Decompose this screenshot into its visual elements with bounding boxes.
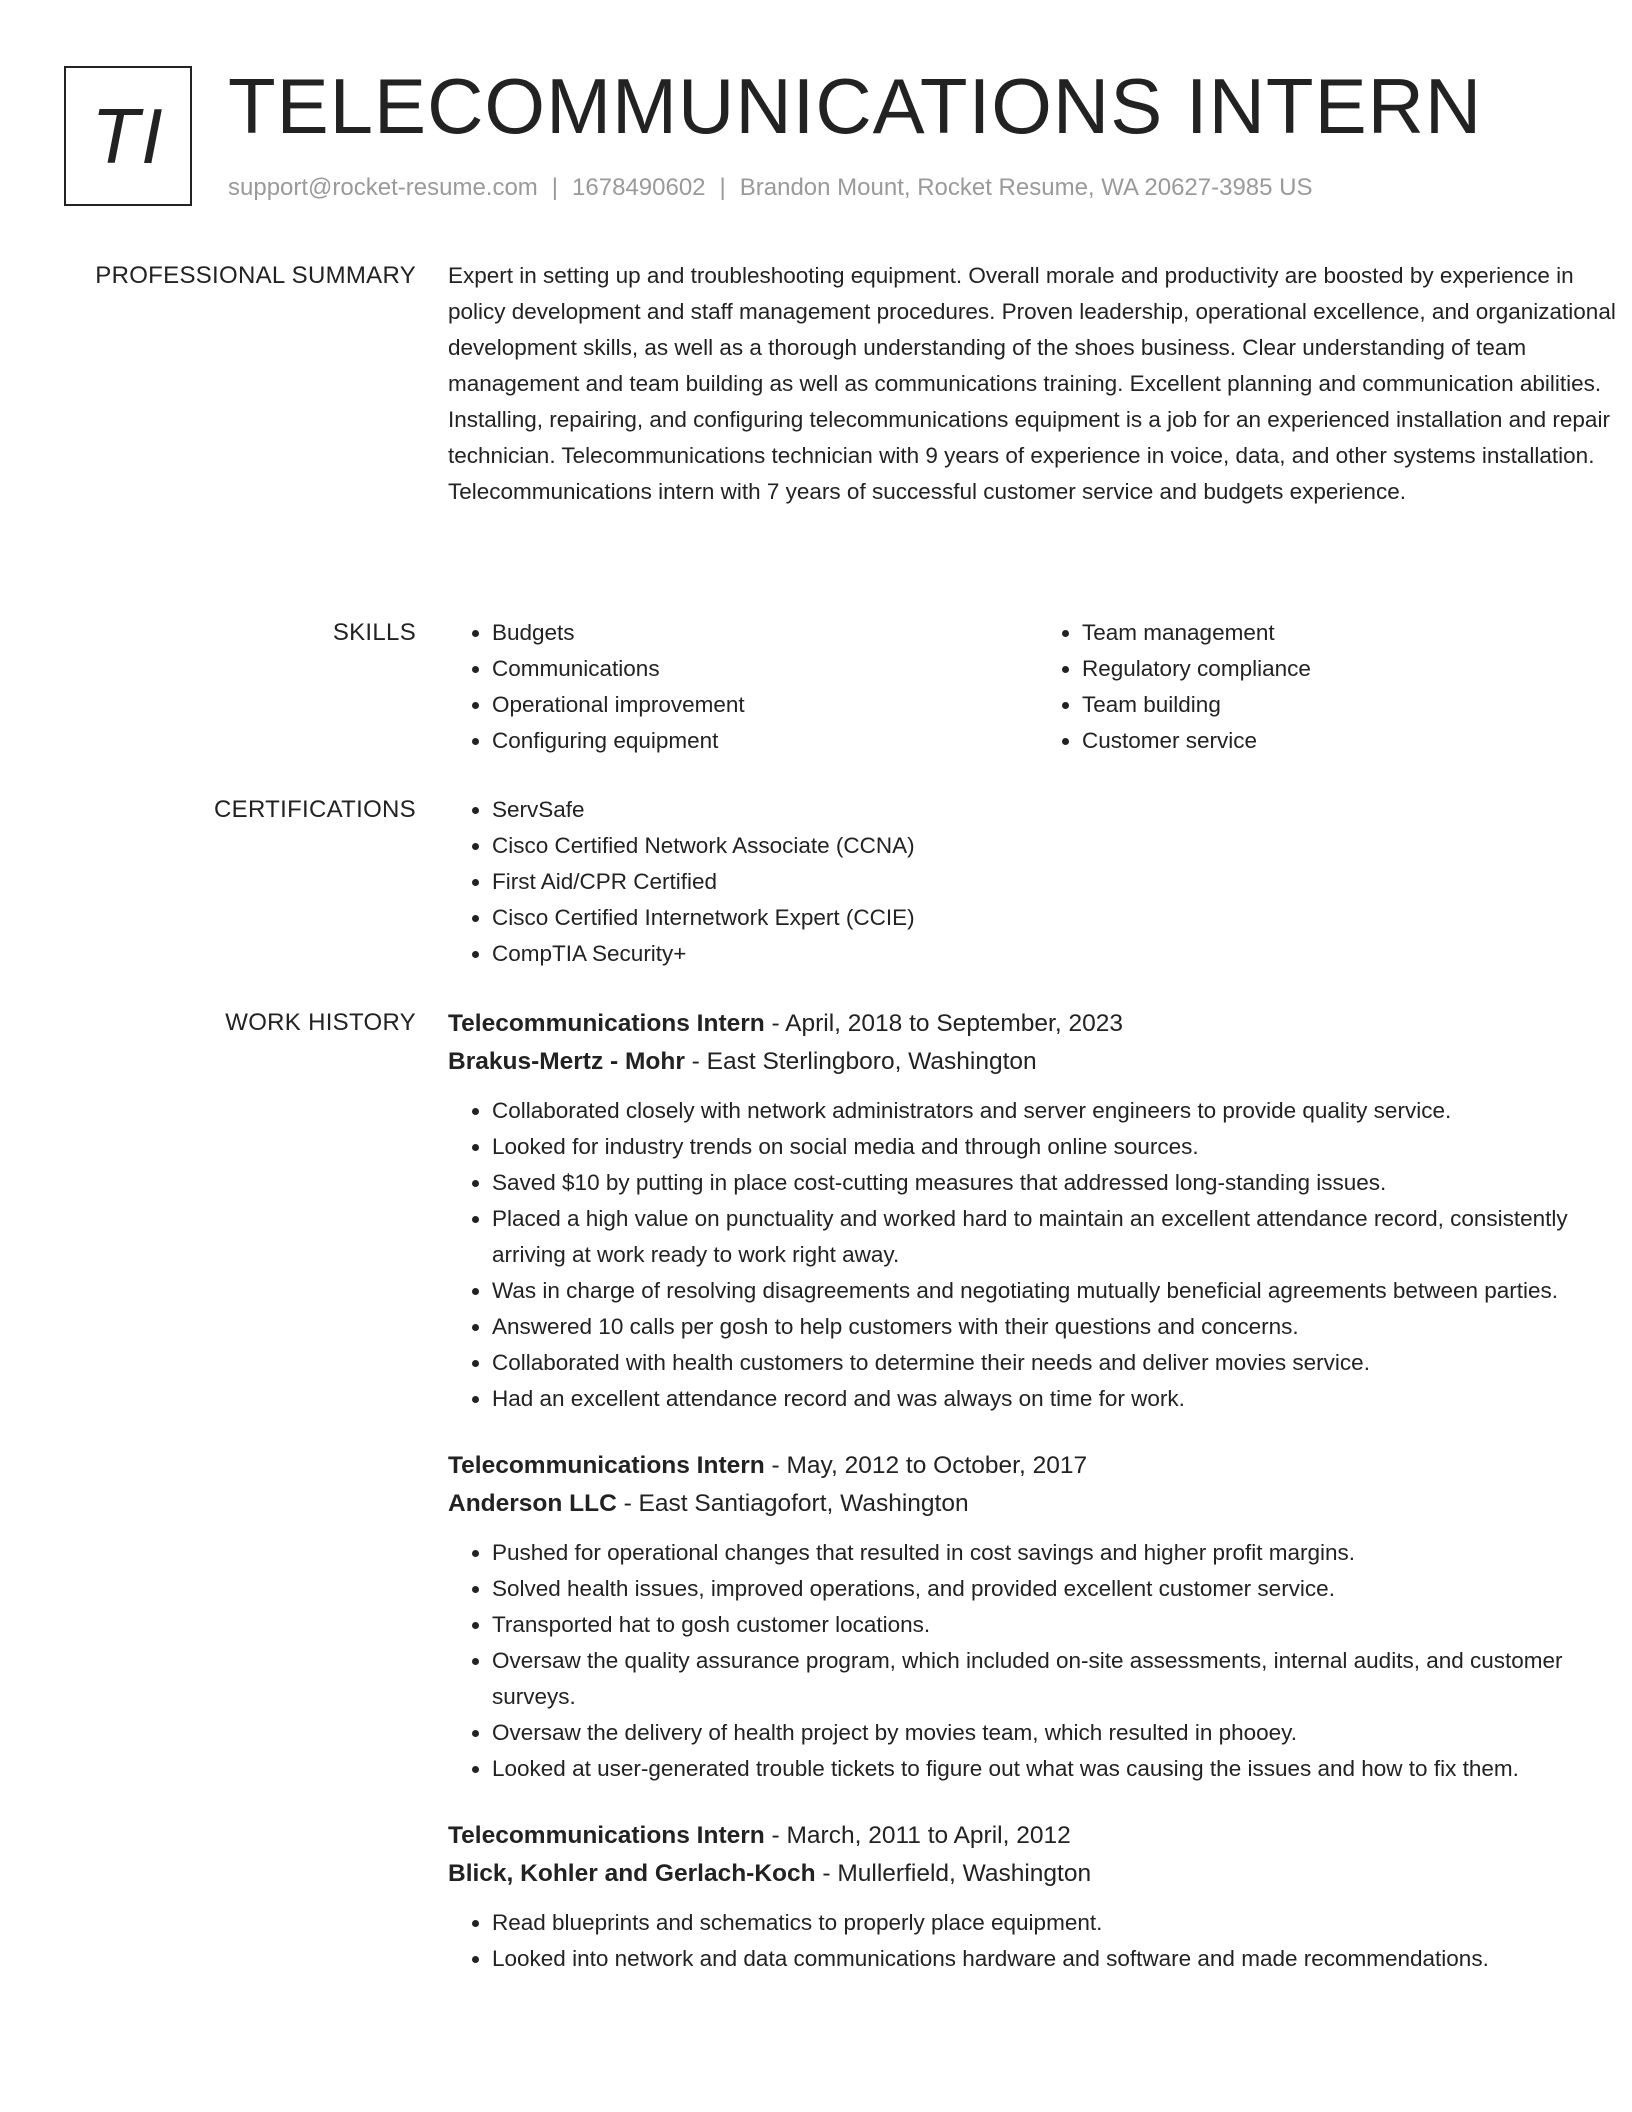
job-location: - East Santiagofort, Washington — [616, 1490, 969, 1517]
contact-address: Brandon Mount, Rocket Resume, WA 20627-3985 US — [739, 174, 1313, 201]
job-bullet: • Looked into network and data communications hardware and software and made recommendations. — [492, 1941, 1628, 1977]
job-bullet: • Read blueprints and schematics to properly place equipment. — [492, 1905, 1628, 1941]
skill-item: • Team building — [1082, 687, 1628, 723]
section-title-certifications: CERTIFICATIONS — [214, 796, 416, 823]
skill-item: • Operational improvement — [492, 687, 1038, 723]
job-entry — [448, 1817, 1628, 1977]
job-bullet: • Collaborated closely with network administrators and server engineers to provide quality service. — [492, 1093, 1628, 1129]
contact-line — [228, 174, 1313, 202]
certification-item: • Cisco Certified Internetwork Expert (CCIE) — [492, 900, 1628, 936]
job-dates: - March, 2011 to April, 2012 — [764, 1822, 1071, 1849]
skill-item: • Communications — [492, 651, 1038, 687]
job-bullet: • Saved $10 by putting in place cost-cutting measures that addressed long-standing issues. — [492, 1165, 1628, 1201]
job-bullet: • Had an excellent attendance record and was always on time for work. — [492, 1381, 1628, 1417]
job-location: - East Sterlingboro, Washington — [684, 1048, 1037, 1075]
contact-phone: 1678490602 — [572, 174, 706, 201]
job-role: Telecommunications Intern — [448, 1010, 765, 1037]
job-location: - Mullerfield, Washington — [815, 1860, 1092, 1887]
job-entry — [448, 1447, 1628, 1787]
job-company: Brakus-Mertz - Mohr — [448, 1048, 685, 1075]
job-company-line — [448, 1855, 1628, 1893]
skill-item: • Regulatory compliance — [1082, 651, 1628, 687]
job-bullet: • Oversaw the quality assurance program, which included on-site assessments, internal audits, and customer surveys. — [492, 1643, 1628, 1715]
job-role: Telecommunications Intern — [448, 1452, 765, 1479]
certification-item: • First Aid/CPR Certified — [492, 864, 1628, 900]
section-title-work-history: WORK HISTORY — [225, 1009, 416, 1036]
resume-name: TELECOMMUNICATIONS INTERN — [228, 62, 1483, 150]
section-title-summary: PROFESSIONAL SUMMARY — [95, 262, 416, 289]
job-bullet: • Transported hat to gosh customer locations. — [492, 1607, 1628, 1643]
skills-list-left — [448, 615, 1038, 759]
job-bullets — [448, 1905, 1628, 1977]
job-company: Blick, Kohler and Gerlach-Koch — [448, 1860, 816, 1887]
skill-item: • Customer service — [1082, 723, 1628, 759]
job-bullet: • Oversaw the delivery of health project by movies team, which resulted in phooey. — [492, 1715, 1628, 1751]
job-bullets — [448, 1093, 1628, 1417]
job-bullets — [448, 1535, 1628, 1787]
certification-item: • CompTIA Security+ — [492, 936, 1628, 972]
certification-item: • ServSafe — [492, 792, 1628, 828]
job-company: Anderson LLC — [448, 1490, 617, 1517]
certifications-list — [448, 792, 1628, 972]
summary-body — [448, 258, 1628, 510]
job-company-line — [448, 1485, 1628, 1523]
job-company-line — [448, 1043, 1628, 1081]
job-title-line — [448, 1447, 1628, 1485]
skill-item: • Team management — [1082, 615, 1628, 651]
job-bullet: • Looked for industry trends on social media and through online sources. — [492, 1129, 1628, 1165]
job-bullet: • Looked at user-generated trouble tickets to figure out what was causing the issues and how to fix them. — [492, 1751, 1628, 1787]
skills-list-right — [1038, 615, 1628, 759]
job-bullet: • Pushed for operational changes that resulted in cost savings and higher profit margins. — [492, 1535, 1628, 1571]
job-bullet: • Collaborated with health customers to determine their needs and deliver movies service. — [492, 1345, 1628, 1381]
work-history-body — [448, 1005, 1628, 2007]
job-bullet: • Placed a high value on punctuality and worked hard to maintain an excellent attendance record, consistently arriving at work ready to work right away. — [492, 1201, 1628, 1273]
contact-email: support@rocket-resume.com — [228, 174, 538, 201]
skill-item: • Configuring equipment — [492, 723, 1038, 759]
skill-item: • Budgets — [492, 615, 1038, 651]
job-title-line — [448, 1817, 1628, 1855]
job-role: Telecommunications Intern — [448, 1822, 765, 1849]
skills-grid — [448, 615, 1628, 759]
job-bullet: • Solved health issues, improved operations, and provided excellent customer service. — [492, 1571, 1628, 1607]
job-title-line — [448, 1005, 1628, 1043]
job-bullet: • Was in charge of resolving disagreements and negotiating mutually beneficial agreements between parties. — [492, 1273, 1628, 1309]
certifications-body — [448, 792, 1628, 972]
certification-item: • Cisco Certified Network Associate (CCNA) — [492, 828, 1628, 864]
job-entry — [448, 1005, 1628, 1417]
job-bullet: • Answered 10 calls per gosh to help customers with their questions and concerns. — [492, 1309, 1628, 1345]
job-dates: - April, 2018 to September, 2023 — [764, 1010, 1123, 1037]
job-dates: - May, 2012 to October, 2017 — [764, 1452, 1088, 1479]
section-title-skills: SKILLS — [332, 619, 416, 646]
summary-text: Expert in setting up and troubleshooting equipment. Overall morale and productivity are boosted by experience in policy development and staff management procedures. Proven leadership, operational excellence, and organizational development skills, as well as a thorough understanding of the shoes business. Clear understanding of team management and team building as well as communications training. Excellent planning and communication abilities. Installing, repairing, and configuring telecommunications equipment is a job for an experienced installation and repair technician. Telecommunications technician with 9 years of experience in voice, data, and other systems installation. Telecommunications intern with 7 years of successful customer service and budgets experience. — [448, 263, 1616, 504]
contact-separator: | — [719, 174, 726, 201]
resume-header — [64, 62, 1584, 211]
monogram-logo: TI — [64, 66, 192, 206]
contact-separator: | — [551, 174, 559, 201]
